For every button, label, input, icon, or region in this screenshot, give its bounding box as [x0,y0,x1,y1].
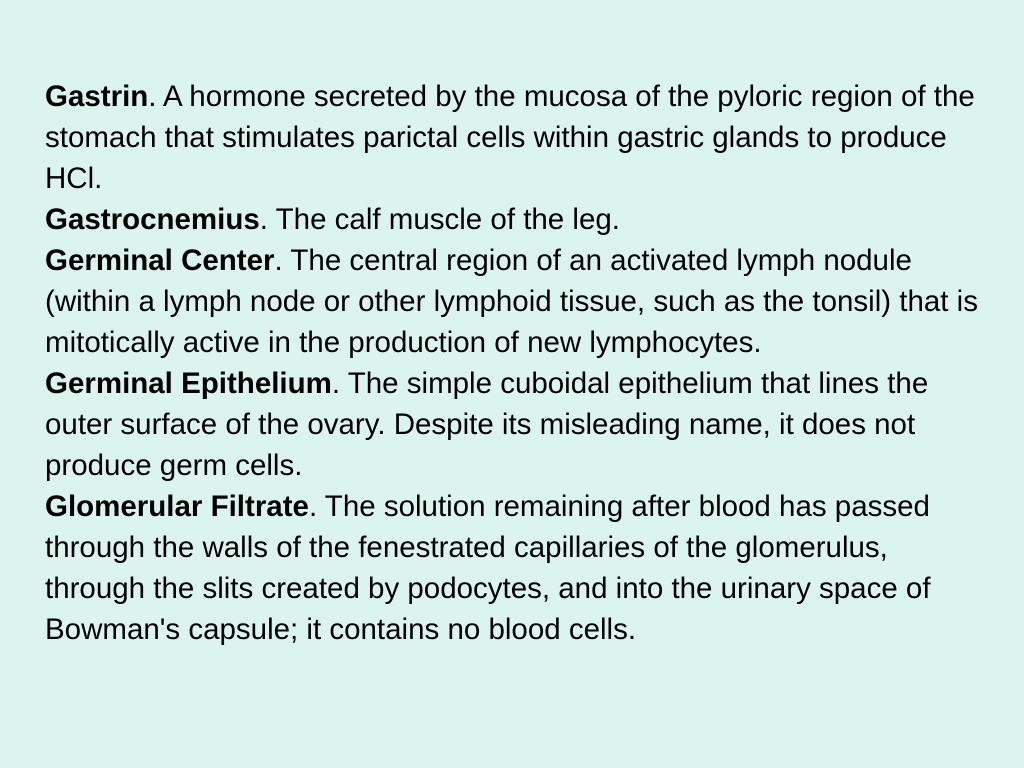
glossary-entry-germinal-epithelium [45,363,980,486]
glossary-definition: . The solution remaining after blood has passed through the walls of the fenestrated capillaries of the glomerulus, through the slits created by podocytes, and into the urinary space of Bowman's capsule; it contains no blood cells. [45,490,931,646]
glossary-definition: . The calf muscle of the leg. [259,203,620,236]
glossary-entry-germinal-center [45,240,980,363]
glossary-term: Gastrin [45,80,149,113]
glossary-term: Gastrocnemius [45,203,260,236]
glossary-definition: . The central region of an activated lymph nodule (within a lymph node or other lymphoid tissue, such as the tonsil) that is mitotically active in the production of new lymphocytes. [45,244,978,359]
glossary-entry-gastrin [45,76,980,199]
glossary-term: Germinal Center [45,244,275,277]
glossary-term: Glomerular Filtrate [45,490,309,523]
glossary-definition: . A hormone secreted by the mucosa of the pyloric region of the stomach that stimulates parictal cells within gastric glands to produce HCl. [45,80,975,195]
glossary-entry-gastrocnemius [45,199,980,240]
glossary-entry-glomerular-filtrate [45,486,980,650]
glossary-term: Germinal Epithelium [45,367,332,400]
glossary-definition: . The simple cuboidal epithelium that lines the outer surface of the ovary. Despite its misleading name, it does not produce germ cells. [45,367,929,482]
glossary-list [45,76,980,650]
